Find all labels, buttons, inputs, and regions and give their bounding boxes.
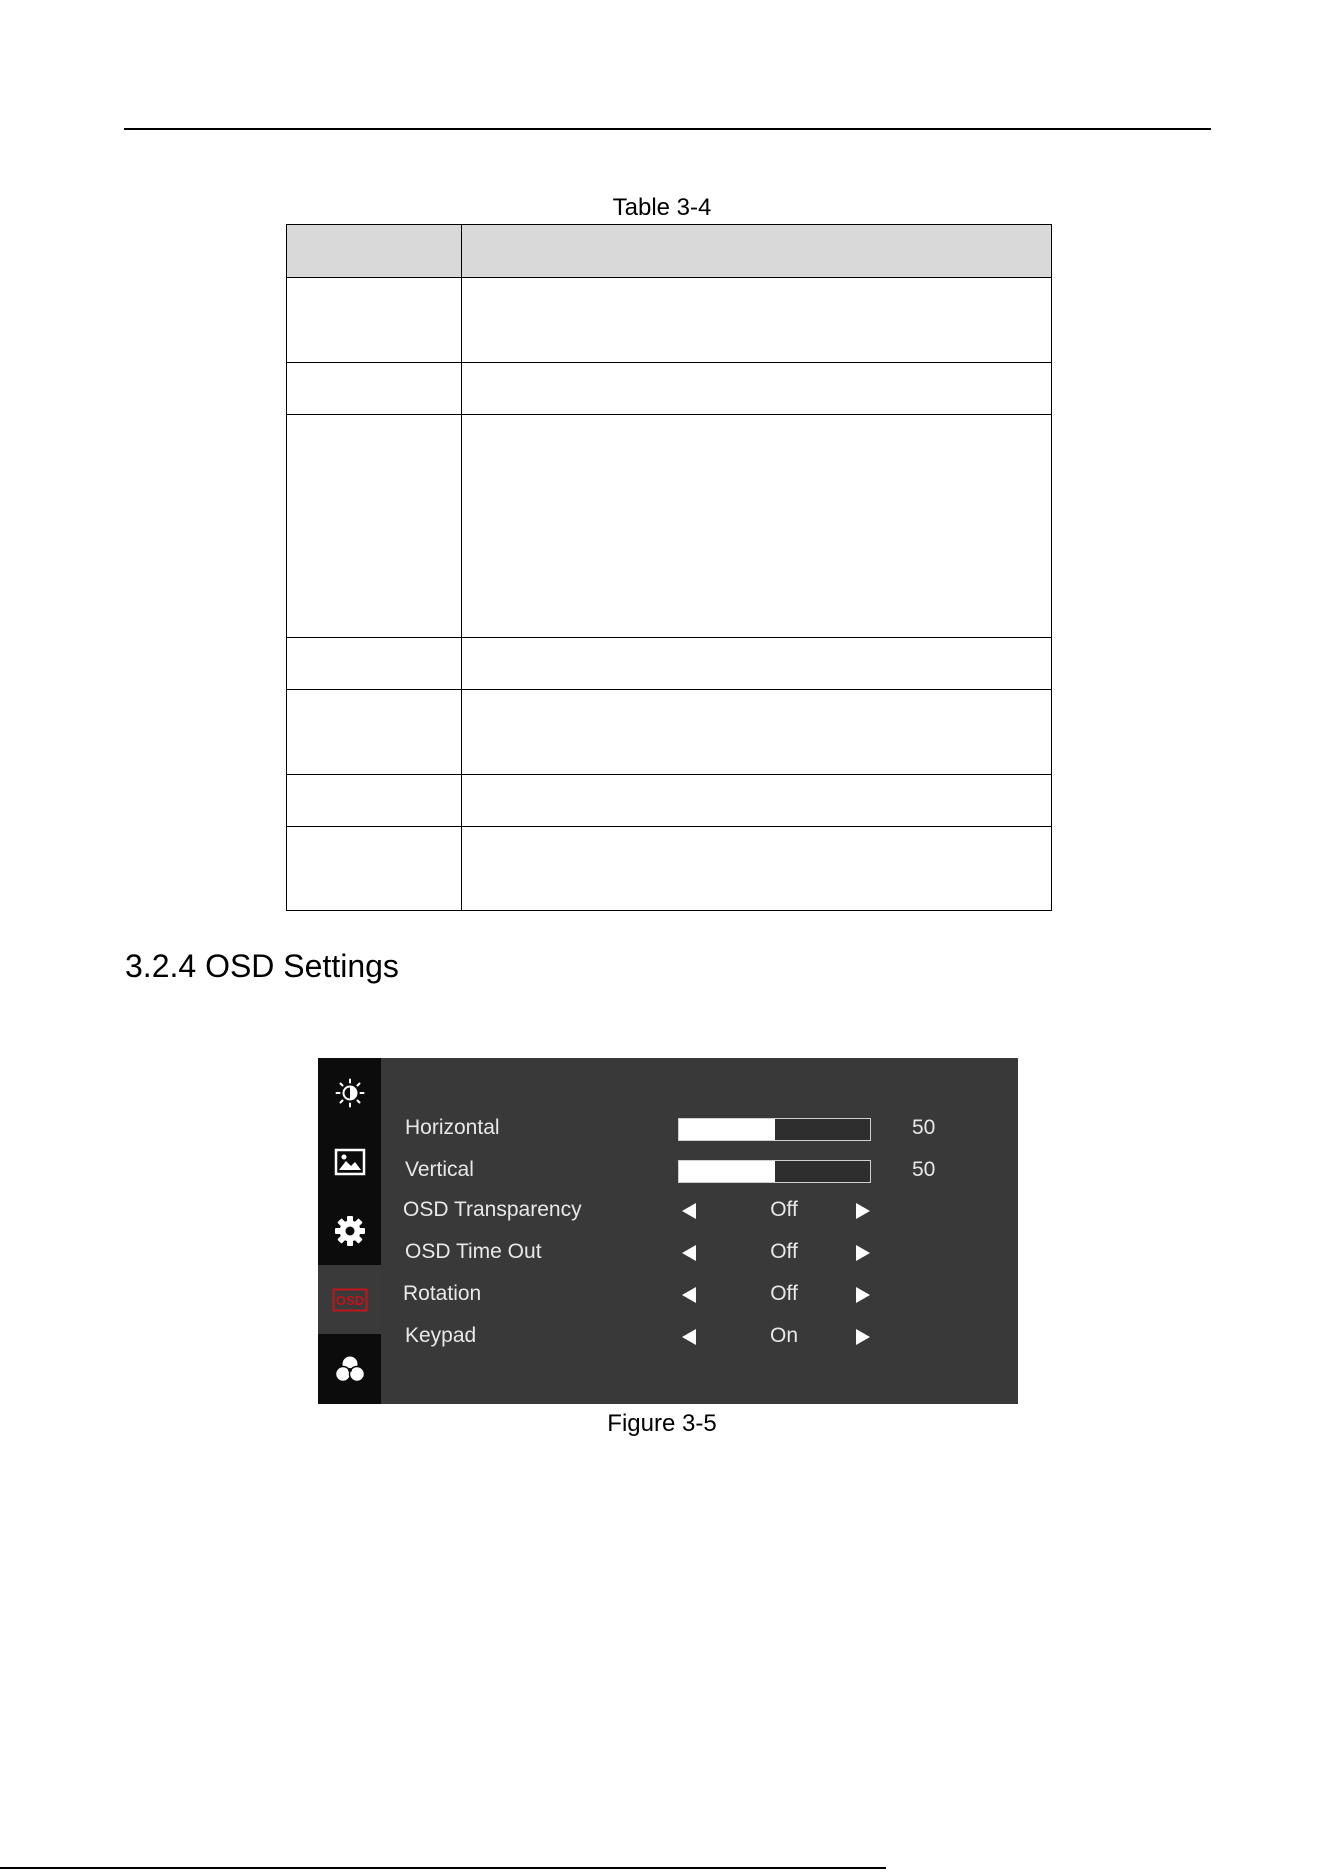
table-cell — [462, 775, 1052, 827]
table-cell — [287, 690, 462, 775]
table-cell — [462, 827, 1052, 911]
section-heading: 3.2.4 OSD Settings — [125, 948, 399, 984]
arrow-right-icon[interactable] — [854, 1328, 872, 1346]
table-cell — [287, 278, 462, 363]
option-value: On — [769, 1324, 798, 1347]
option-value: Off — [770, 1198, 798, 1221]
table-row — [287, 690, 1052, 775]
osd-row-label: Vertical — [405, 1158, 474, 1181]
table-row — [287, 363, 1052, 415]
table-caption: Table 3-4 — [612, 194, 712, 221]
table-cell — [462, 363, 1052, 415]
table-cell — [462, 638, 1052, 690]
color-icon — [334, 1354, 366, 1384]
table-row — [287, 827, 1052, 911]
table-header-row — [287, 225, 1052, 278]
osd-menu-screenshot — [318, 1058, 1018, 1404]
figure-caption: Figure 3-5 — [607, 1410, 717, 1437]
table-cell — [287, 638, 462, 690]
slider-fill — [679, 1119, 775, 1140]
osd-row-keypad[interactable] — [318, 1318, 1018, 1354]
arrow-left-icon[interactable] — [680, 1286, 698, 1304]
arrow-right-icon[interactable] — [854, 1286, 872, 1304]
arrow-left-icon[interactable] — [680, 1244, 698, 1262]
table-cell — [287, 827, 462, 911]
table-cell — [287, 363, 462, 415]
osd-row-vertical[interactable] — [318, 1152, 1018, 1188]
osd-row-transparency[interactable] — [318, 1192, 1018, 1228]
table-cell — [462, 278, 1052, 363]
arrow-right-icon[interactable] — [854, 1244, 872, 1262]
osd-row-rotation[interactable] — [318, 1276, 1018, 1312]
osd-row-timeout[interactable] — [318, 1234, 1018, 1270]
table-header-cell — [287, 225, 462, 278]
table-cell — [462, 415, 1052, 638]
arrow-right-icon[interactable] — [854, 1202, 872, 1220]
osd-icon-label: OSD — [335, 1292, 364, 1308]
brightness-icon — [335, 1078, 365, 1108]
option-value: Off — [770, 1240, 798, 1263]
osd-row-label: OSD Transparency — [403, 1198, 582, 1221]
vertical-slider[interactable] — [678, 1160, 871, 1183]
horizontal-slider[interactable] — [678, 1118, 871, 1141]
slider-value: 50 — [912, 1158, 936, 1181]
osd-row-label: OSD Time Out — [405, 1240, 542, 1263]
osd-row-label: Keypad — [405, 1324, 477, 1347]
footer-rule — [0, 1867, 886, 1869]
table-cell — [287, 415, 462, 638]
arrow-left-icon[interactable] — [680, 1202, 698, 1220]
option-value: Off — [770, 1282, 798, 1305]
table-row — [287, 415, 1052, 638]
table-cell — [462, 690, 1052, 775]
table-row — [287, 775, 1052, 827]
osd-row-horizontal[interactable] — [318, 1110, 1018, 1146]
arrow-left-icon[interactable] — [680, 1328, 698, 1346]
header-rule — [124, 128, 1211, 130]
table-header-cell — [462, 225, 1052, 278]
table-cell — [287, 775, 462, 827]
table-row — [287, 278, 1052, 363]
table-row — [287, 638, 1052, 690]
slider-fill — [679, 1161, 775, 1182]
slider-value: 50 — [912, 1116, 936, 1139]
settings-table — [286, 224, 1052, 911]
osd-row-label: Horizontal — [405, 1116, 500, 1139]
osd-row-label: Rotation — [403, 1282, 482, 1305]
